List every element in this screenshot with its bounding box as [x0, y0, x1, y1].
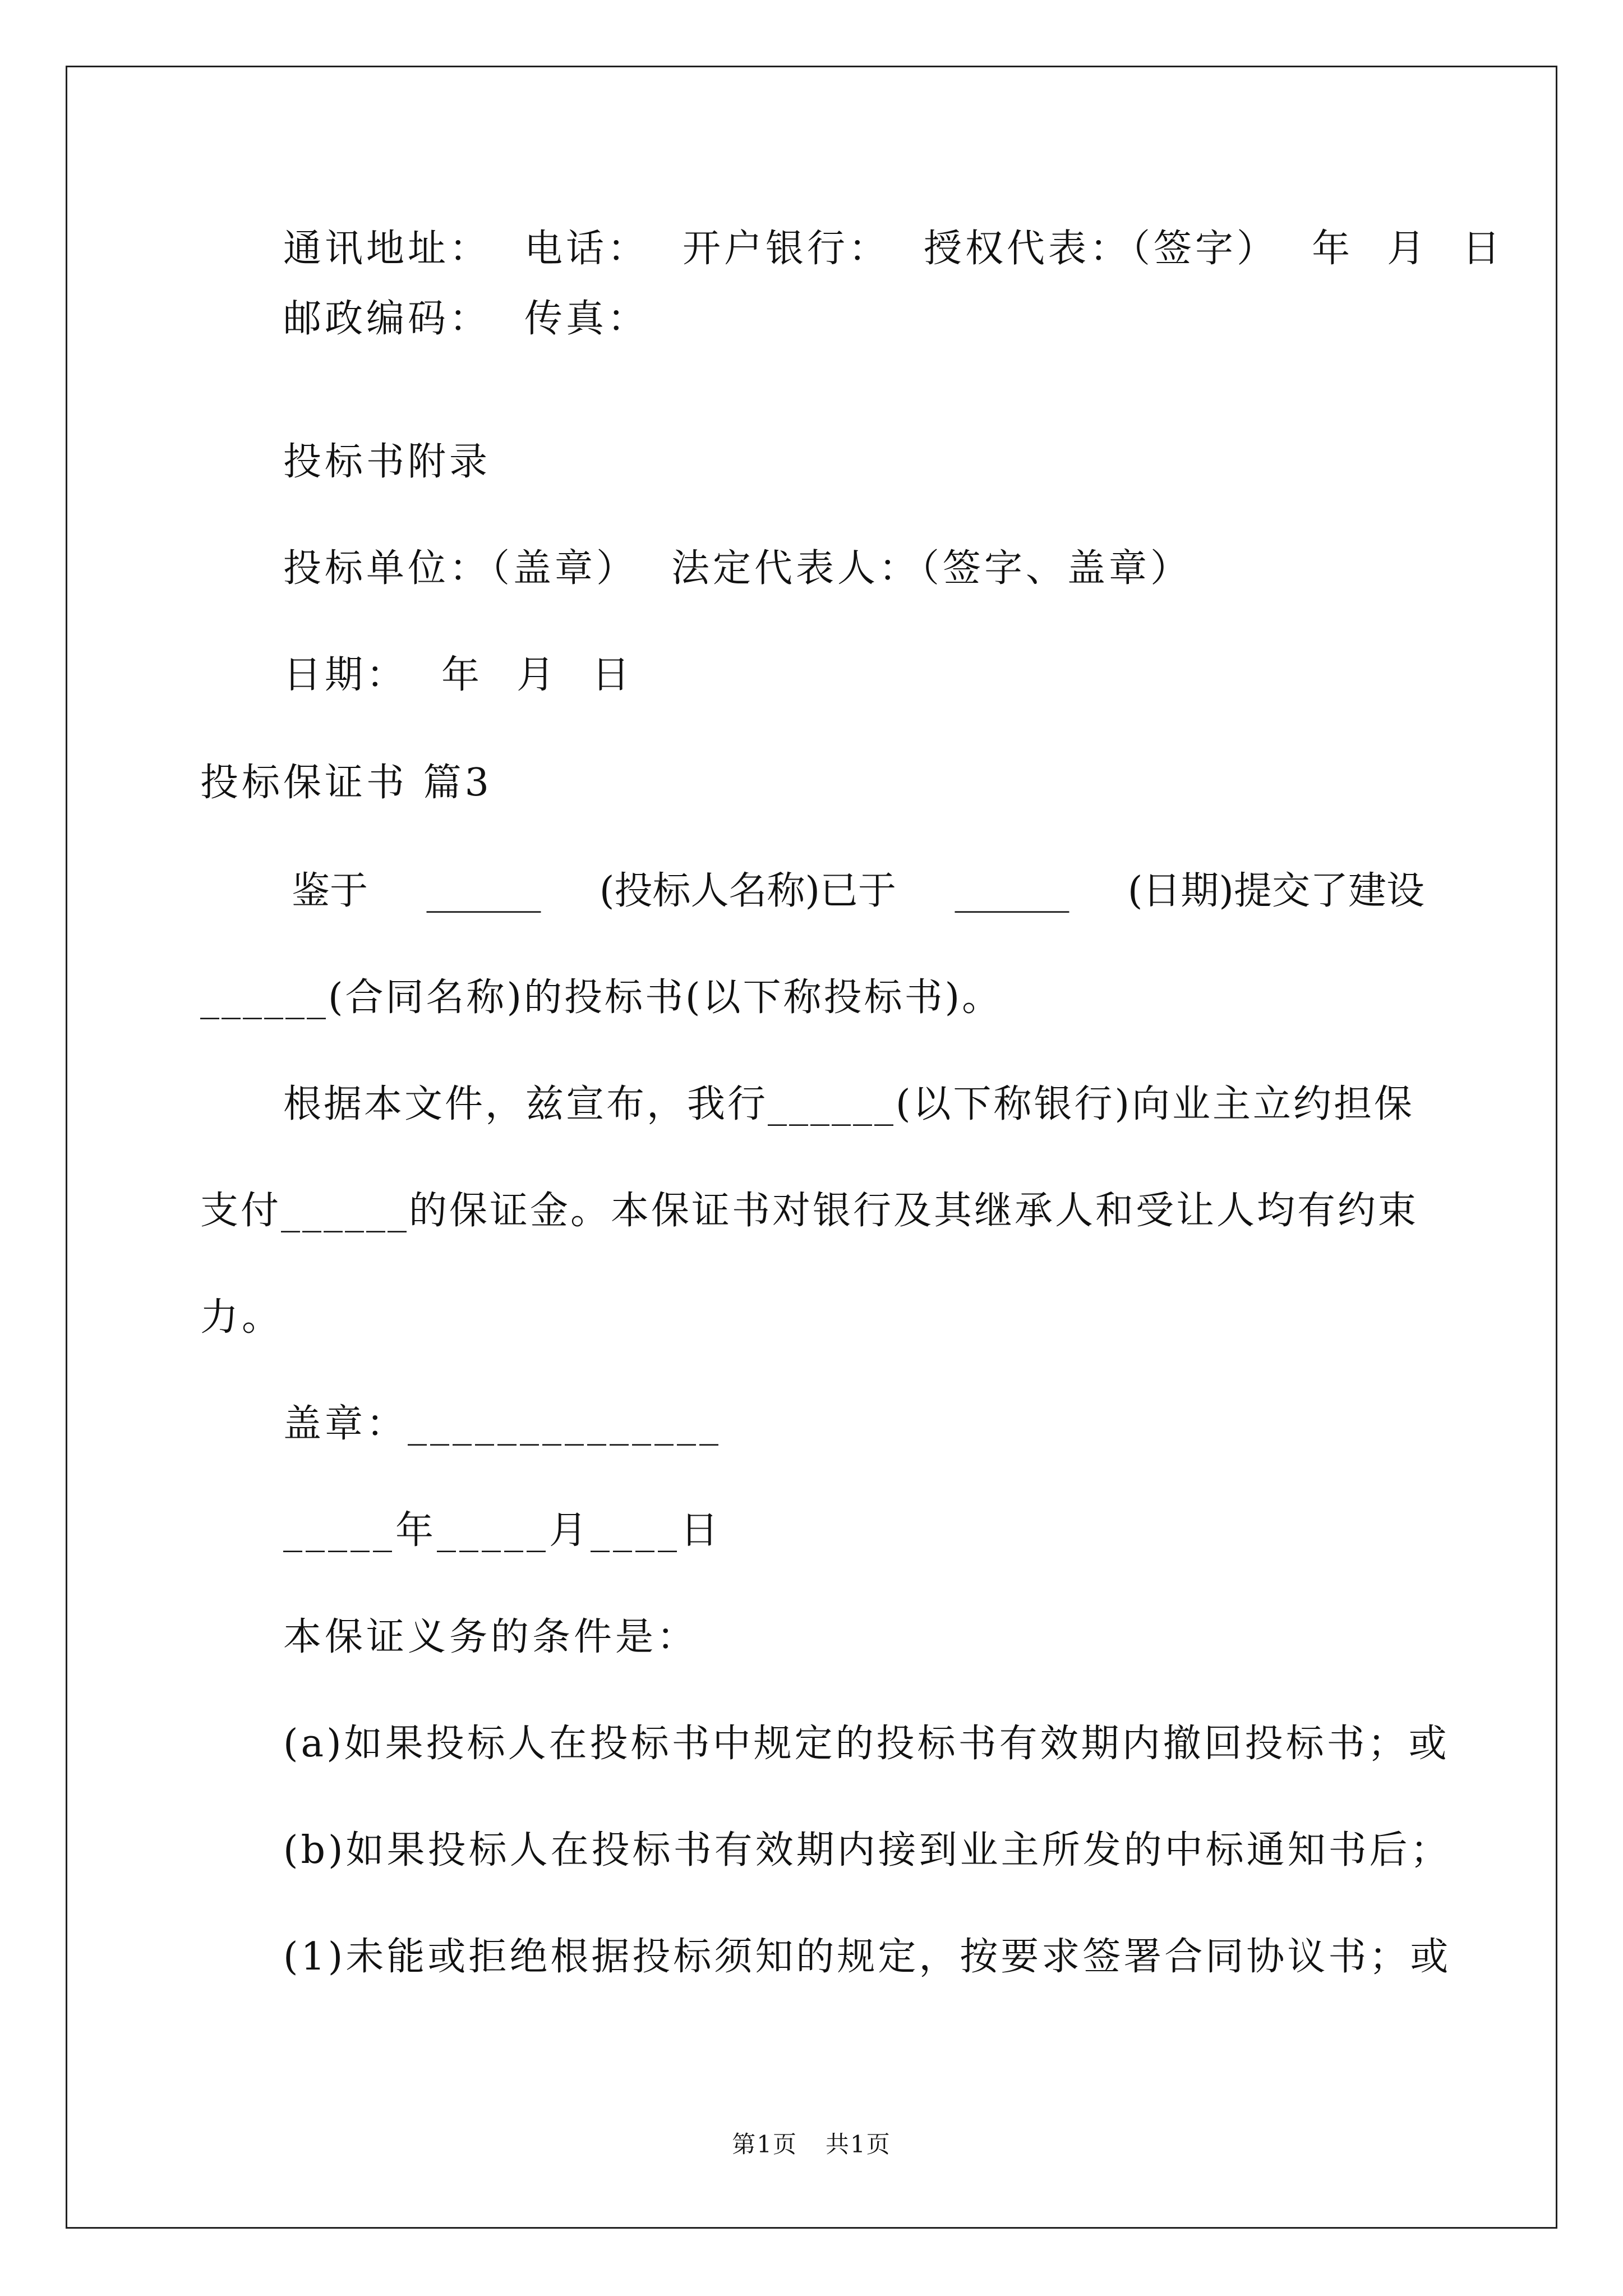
postcode-label: 邮政编码： — [283, 297, 491, 341]
condition-b: (b)如果投标人在投标书有效期内接到业主所发的中标通知书后； — [283, 1828, 1451, 1872]
year-label: 年 — [1312, 227, 1354, 271]
year-label: 年 — [441, 653, 483, 697]
legal-rep-label: 法定代表人：（签字、盖章） — [671, 546, 1192, 591]
conditions-intro: 本保证义务的条件是： — [283, 1615, 699, 1659]
page-footer — [0, 2126, 1623, 2160]
address-label: 通讯地址： — [283, 227, 491, 271]
contact-info-line — [283, 227, 1537, 271]
date-line — [283, 653, 667, 697]
bank-label: 开户银行： — [683, 227, 891, 271]
paragraph1-line1 — [292, 869, 1424, 913]
date-label: 日期： — [283, 653, 408, 697]
text-segment: (投标人名称)已于 — [599, 869, 896, 913]
appendix-title: 投标书附录 — [283, 440, 491, 484]
month-label: 月 — [1387, 227, 1429, 271]
paragraph1-line2: ______(合同名称)的投标书(以下称投标书)。 — [200, 976, 1003, 1020]
page-total: 共1页 — [826, 2131, 891, 2158]
fax-label: 传真： — [524, 297, 649, 341]
day-label: 日 — [592, 653, 634, 697]
page-border — [66, 66, 1557, 2229]
condition-1: (1)未能或拒绝根据投标须知的规定，按要求签署合同协议书；或 — [283, 1935, 1451, 1979]
signature-date-line: _____年_____月____日 — [283, 1508, 722, 1553]
blank-field: ______ — [426, 869, 541, 913]
text-segment: 鉴于 — [292, 869, 368, 913]
section-heading: 投标保证书 篇3 — [200, 761, 492, 805]
page-number: 第1页 — [732, 2131, 797, 2158]
paragraph2-line1: 根据本文件，兹宣布，我行______(以下称银行)向业主立约担保 — [283, 1082, 1415, 1126]
blank-field: ______ — [955, 869, 1069, 913]
text-segment: (日期)提交了建设 — [1127, 869, 1424, 913]
paragraph2-line2: 支付______的保证金。本保证书对银行及其继承人和受让人均有约束 — [200, 1189, 1419, 1233]
day-label: 日 — [1462, 227, 1504, 271]
authorized-rep-label: 授权代表：（签字） — [924, 227, 1279, 271]
bidder-unit-label: 投标单位：（盖章） — [283, 546, 638, 591]
paragraph2-line3: 力。 — [200, 1295, 284, 1340]
month-label: 月 — [517, 653, 559, 697]
postcode-fax-line — [283, 297, 683, 341]
seal-line: 盖章：______________ — [283, 1402, 722, 1446]
condition-a: (a)如果投标人在投标书中规定的投标书有效期内撤回投标书；或 — [283, 1722, 1450, 1766]
phone-label: 电话： — [524, 227, 649, 271]
bidder-line — [283, 546, 1225, 591]
